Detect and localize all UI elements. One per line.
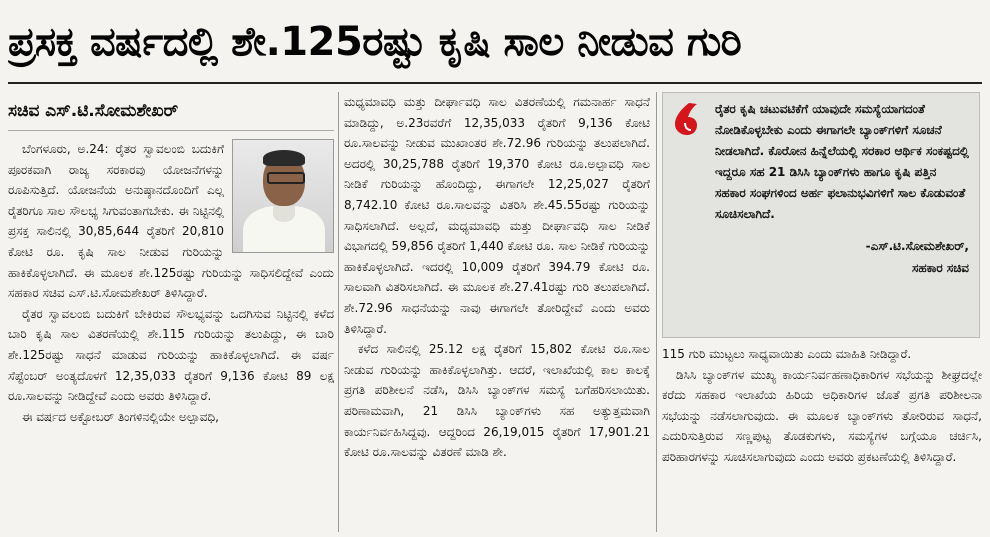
column-divider: [338, 92, 339, 532]
quote-text: ರೈತರ ಕೃಷಿ ಚಟುವಟಿಕೆಗೆ ಯಾವುದೇ ಸಮಸ್ಯೆಯಾಗದಂತೆ ನೋಡಿಕೊಳ್ಳಬೇಕು ಎಂದು ಈಗಾಗಲೇ ಬ್ಯಾಂಕ್‌ಗಳಿಗೆ ಸೂಚನೆ ನೀಡಲಾಗಿದೆ. ಕೊರೋನ ಹಿನ್ನೆಲೆಯಲ್ಲಿ ಸರಕಾರ ಆರ್ಥಿಕ ಸಂಕಷ್ಟದಲ್ಲಿ ಇದ್ದರೂ ಸಹ 21 ಡಿಸಿಸಿ ಬ್ಯಾಂಕ್‌ಗಳು ಹಾಗೂ ಕೃಷಿ ಪತ್ತಿನ ಸಹಕಾರ ಸಂಘಗಳಿಂದ ಅರ್ಹ ಫಲಾನುಭವಿಗಳಿಗೆ ಸಾಲ ಕೊಡುವಂತೆ ಸೂಚಿಸಲಾಗಿದೆ.: [715, 102, 969, 221]
column-1: [8, 92, 334, 427]
quote-box: [662, 92, 980, 338]
quote-attribution: [715, 235, 969, 279]
column-3: [662, 344, 982, 468]
minister-photo: [232, 139, 334, 253]
paragraph: ಕಳೆದ ಸಾಲಿನಲ್ಲಿ 25.12 ಲಕ್ಷ ರೈತರಿಗೆ 15,802 ಕೋಟಿ ರೂ.ಸಾಲ ನೀಡುವ ಗುರಿಯನ್ನು ಹಾಕಿಕೊಳ್ಳಲಾಗಿತ್ತು. ಆದರೆ, ಇಲಾಖೆಯಲ್ಲಿ ಕಾಲ ಕಾಲಕ್ಕೆ ಪ್ರಗತಿ ಪರಿಶೀಲನೆ ನಡೆಸಿ, ಡಿಸಿಸಿ ಬ್ಯಾಂಕ್‌ಗಳ ಸಮಸ್ಯೆ ಬಗೆಹರಿಸಲಾಯಿತು. ಪರಿಣಾಮವಾಗಿ, 21 ಡಿಸಿಸಿ ಬ್ಯಾಂಕ್‌ಗಳು ಸಹ ಅತ್ಯುತ್ತಮವಾಗಿ ಕಾರ್ಯನಿರ್ವಹಿಸಿದ್ದವು. ಆದ್ದರಿಂದ 26,19,015 ರೈತರಿಗೆ 17,901.21 ಕೋಟಿ ರೂ.ಸಾಲವನ್ನು ವಿತರಣೆ ಮಾಡಿ ಶೇ.: [344, 342, 650, 460]
paragraph: ಬೆಂಗಳೂರು, ಅ.24: ರೈತರ ಸ್ವಾವಲಂಬಿ ಬದುಕಿಗೆ ಪೂರಕವಾಗಿ ರಾಜ್ಯ ಸರಕಾರವು ಯೋಜನೆಗಳನ್ನು ರೂಪಿಸುತ್ತಿದೆ. ಯೋಜನೆಯ ಅನುಷ್ಠಾನದೊಂದಿಗೆ ಎಲ್ಲ ರೈತರಿಗೂ ಸಾಲ ಸೌಲಭ್ಯ ಸಿಗುವಂತಾಗಬೇಕು. ಈ ನಿಟ್ಟಿನಲ್ಲಿ ಪ್ರಸಕ್ತ ಸಾಲಿನಲ್ಲಿ 30,85,644 ರೈತರಿಗೆ 20,810 ಕೋಟಿ ರೂ. ಕೃಷಿ ಸಾಲ ನೀಡುವ ಗುರಿಯನ್ನು ಹಾಕಿಕೊಳ್ಳಲಾಗಿದೆ. ಈ ಮೂಲಕ ಶೇ.125ರಷ್ಟು ಗುರಿಯನ್ನು ಸಾಧಿಸಲಿದ್ದೇವೆ ಎಂದು ಸಹಕಾರ ಸಚಿವ ಎಸ್.ಟಿ.ಸೋಮಶೇಖರ್ ತಿಳಿಸಿದ್ದಾರೆ.: [8, 142, 334, 301]
paragraph: ಮಧ್ಯಮಾವಧಿ ಮತ್ತು ದೀರ್ಘಾವಧಿ ಸಾಲ ವಿತರಣೆಯಲ್ಲಿ ಗಮನಾರ್ಹ ಸಾಧನೆ ಮಾಡಿದ್ದು, ಅ.23ರವರೆಗೆ 12,35,033 ರೈತರಿಗೆ 9,136 ಕೋಟಿ ರೂ.ಸಾಲವನ್ನು ನೀಡುವ ಮುಖಾಂತರ ಶೇ.72.96 ಗುರಿಯನ್ನು ತಲುಪಲಾಗಿದೆ. ಅದರಲ್ಲಿ 30,25,788 ರೈತರಿಗೆ 19,370 ಕೋಟಿ ರೂ.ಅಲ್ಪಾವಧಿ ಸಾಲ ನೀಡಿಕೆ ಗುರಿಯನ್ನು ಹೊಂದಿದ್ದು, ಈಗಾಗಲೇ 12,25,027 ರೈತರಿಗೆ 8,742.10 ಕೋಟಿ ರೂ.ಸಾಲವನ್ನು ವಿತರಿಸಿ ಶೇ.45.55ರಷ್ಟು ಗುರಿಯನ್ನು ಸಾಧಿಸಲಾಗಿದೆ. ಅಲ್ಲದೆ, ಮಧ್ಯಮಾವಧಿ ಮತ್ತು ದೀರ್ಘಾವಧಿ ಸಾಲ ನೀಡಿಕೆ ವಿಭಾಗದಲ್ಲಿ 59,856 ರೈತರಿಗೆ 1,440 ಕೋಟಿ ರೂ. ಸಾಲ ನೀಡಿಕೆ ಗುರಿಯನ್ನು ಹಾಕಿಕೊಳ್ಳಲಾಗಿದೆ. ಇದರಲ್ಲಿ 10,009 ರೈತರಿಗೆ 394.79 ಕೋಟಿ ರೂ. ಸಾಲವಾಗಿ ವಿತರಿಸಲಾಗಿದೆ. ಈ ಮೂಲಕ ಶೇ.27.41ರಷ್ಟು ಗುರಿ ತಲುಪಲಾಗಿದೆ. ಶೇ.72.96 ಸಾಧನೆಯನ್ನು ನಾವು ಈಗಾಗಲೇ ತೋರಿದ್ದೇವೆ ಎಂದು ಅವರು ತಿಳಿಸಿದ್ದಾರೆ.: [344, 95, 650, 336]
paragraph: ರೈತರ ಸ್ವಾವಲಂಬಿ ಬದುಕಿಗೆ ಬೇಕಿರುವ ಸೌಲಭ್ಯವನ್ನು ಒದಗಿಸುವ ನಿಟ್ಟಿನಲ್ಲಿ ಕಳೆದ ಬಾರಿ ಕೃಷಿ ಸಾಲ ವಿತರಣೆಯಲ್ಲಿ ಶೇ.115 ಗುರಿಯನ್ನು ತಲುಪಿದ್ದು, ಈ ಬಾರಿ ಶೇ.125ರಷ್ಟು ಸಾಧನೆ ಮಾಡುವ ಗುರಿಯನ್ನು ಹಾಕಿಕೊಳ್ಳಲಾಗಿದೆ. ಈ ವರ್ಷ ಸೆಪ್ಟೆಂಬರ್ ಅಂತ್ಯದೊಳಗೆ 12,35,033 ರೈತರಿಗೆ 9,136 ಕೋಟಿ 89 ಲಕ್ಷ ರೂ.ಸಾಲವನ್ನು ನೀಡಿದ್ದೇವೆ ಎಂದು ಅವರು ತಿಳಿಸಿದ್ದಾರೆ.: [8, 306, 334, 404]
quote-author-role: ಸಹಕಾರ ಸಚಿವ: [912, 261, 969, 275]
quote-mark-icon: [671, 101, 707, 137]
headline: ಪ್ರಸಕ್ತ ವರ್ಷದಲ್ಲಿ ಶೇ.125ರಷ್ಟು ಕೃಷಿ ಸಾಲ ನೀಡುವ ಗುರಿ: [8, 19, 742, 65]
column-divider: [656, 92, 657, 532]
headline-rule: [8, 82, 982, 84]
byline: ಸಚಿವ ಎಸ್.ಟಿ.ಸೋಮಶೇಖರ್: [8, 92, 334, 131]
paragraph: ಈ ವರ್ಷದ ಅಕ್ಟೋಬರ್ ತಿಂಗಳಿನಲ್ಲಿಯೇ ಅಲ್ಪಾವಧಿ,: [22, 409, 219, 424]
quote-author: -ಎಸ್.ಟಿ.ಸೋಮಶೇಖರ್,: [865, 239, 969, 253]
paragraph: 115 ಗುರಿ ಮುಟ್ಟಲು ಸಾಧ್ಯವಾಯಿತು ಎಂದು ಮಾಹಿತಿ ನೀಡಿದ್ದಾರೆ.: [662, 347, 912, 361]
paragraph: ಡಿಸಿಸಿ ಬ್ಯಾಂಕ್‌ಗಳ ಮುಖ್ಯ ಕಾರ್ಯನಿರ್ವಹಣಾಧಿಕಾರಿಗಳ ಸಭೆಯನ್ನು ಶೀಘ್ರದಲ್ಲೇ ಕರೆದು ಸಹಕಾರ ಇಲಾಖೆಯ ಹಿರಿಯ ಅಧಿಕಾರಿಗಳ ಜೊತೆ ಪ್ರಗತಿ ಪರಿಶೀಲನಾ ಸಭೆಯನ್ನು ನಡೆಸಲಾಗುವುದು. ಈ ಮೂಲಕ ಬ್ಯಾಂಕ್‌ಗಳು ತೋರಿರುವ ಸಾಧನೆ, ಎದುರಿಸುತ್ತಿರುವ ಸಣ್ಣಪುಟ್ಟ ತೊಡಕುಗಳು, ಸಮಸ್ಯೆಗಳ ಬಗ್ಗೆಯೂ ಚರ್ಚಿಸಿ, ಪರಿಹಾರಗಳನ್ನು ಸೂಚಿಸಲಾಗುವುದು ಎಂದು ಅವರು ಪ್ರಕಟಣೆಯಲ್ಲಿ ತಿಳಿಸಿದ್ದಾರೆ.: [662, 367, 982, 464]
column-2: [344, 92, 650, 463]
